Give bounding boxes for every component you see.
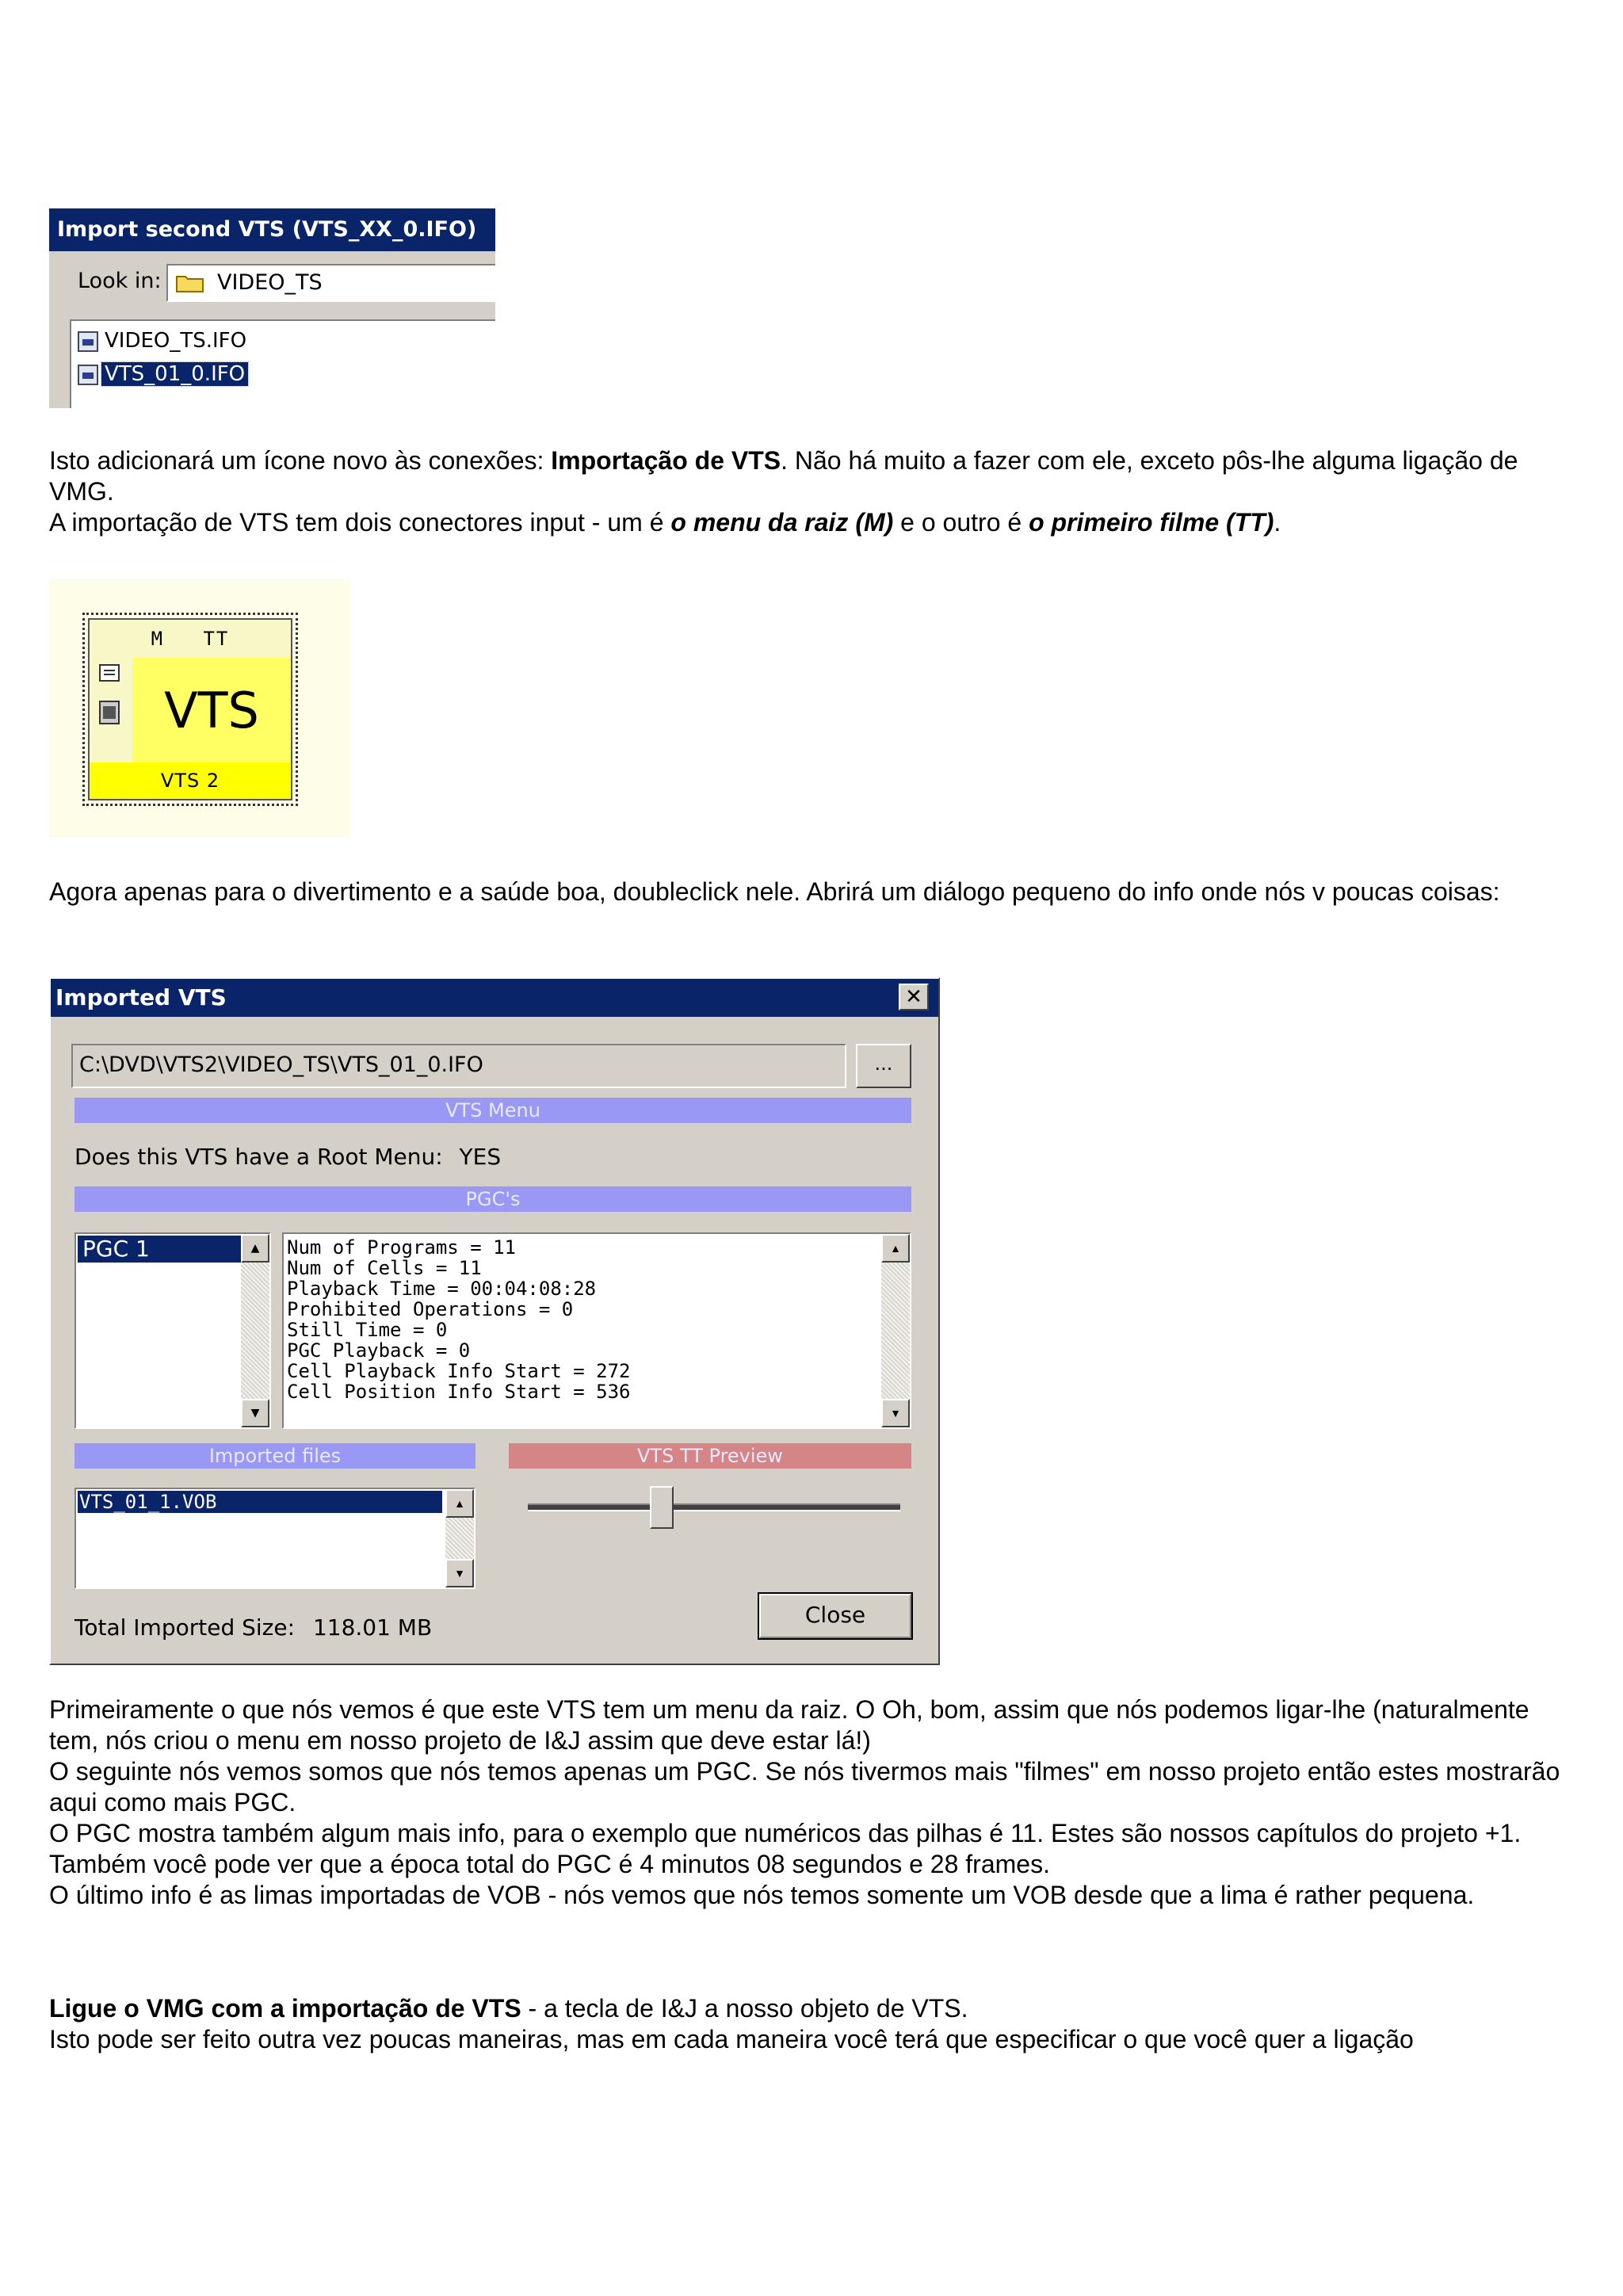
folder-icon xyxy=(176,273,204,292)
para2-text-3: . xyxy=(1274,508,1281,537)
vts-node-body xyxy=(132,658,291,767)
dialog-title-bar xyxy=(51,979,938,1017)
paragraph-explanation xyxy=(49,1694,1579,1911)
pgc-info-box[interactable] xyxy=(282,1232,911,1429)
para5-bold: Ligue o VMG com a importação de VTS xyxy=(49,1994,521,2023)
pgc-info-line: Num of Cells = 11 xyxy=(287,1257,482,1279)
pgc-info-line: Playback Time = 00:04:08:28 xyxy=(287,1278,597,1300)
para5-text: - a tecla de I&J a nosso objeto de VTS. xyxy=(521,1994,968,2023)
tt-preview-band: VTS TT Preview xyxy=(509,1443,911,1469)
pgc-list[interactable] xyxy=(74,1232,271,1429)
para3: Agora apenas para o divertimento e a saúde boa, doubleclick nele. Abrirá um diálogo pequeno do info onde nós v poucas coisas: xyxy=(49,877,1500,906)
para2-root-menu: o menu da raiz (M) xyxy=(670,508,894,537)
vts-connectors: M TT xyxy=(151,628,230,650)
total-size-value: 118.01 MB xyxy=(312,1614,433,1641)
imported-file-item[interactable]: VTS_01_1.VOB xyxy=(78,1491,442,1513)
pgc-info-line: Num of Programs = 11 xyxy=(287,1236,516,1259)
look-in-combo[interactable] xyxy=(166,264,495,302)
close-x-button[interactable]: ✕ xyxy=(899,984,929,1010)
scroll-up-icon[interactable]: ▲ xyxy=(445,1489,474,1518)
browse-button[interactable]: ... xyxy=(856,1044,911,1088)
close-button[interactable] xyxy=(758,1592,913,1640)
file-name: VIDEO_TS.IFO xyxy=(105,329,247,353)
para4-line: Primeiramente o que nós vemos é que este VTS tem um menu da raiz. O Oh, bom, assim que nós podemos ligar-lhe (naturalmente tem, nós criou o menu em nosso projeto de I&J assim que deve estar lá!) xyxy=(49,1695,1529,1755)
pgc-list-scrollbar[interactable] xyxy=(241,1234,269,1427)
scroll-down-icon[interactable]: ▼ xyxy=(445,1559,474,1587)
root-menu-answer: YES xyxy=(459,1144,502,1170)
close-button-label: Close xyxy=(804,1602,866,1628)
pgc-info-line: Cell Position Info Start = 536 xyxy=(287,1381,631,1403)
para2 xyxy=(49,507,1579,538)
paragraph-import-icon xyxy=(49,445,1579,538)
scroll-up-icon[interactable]: ▲ xyxy=(881,1234,910,1263)
imported-vts-dialog xyxy=(49,977,940,1665)
vts-menu-band: VTS Menu xyxy=(74,1098,911,1123)
file-item-vts-01[interactable] xyxy=(78,359,248,389)
imported-files-band: Imported files xyxy=(74,1443,475,1469)
para2-text: A importação de VTS tem dois conectores input - um é xyxy=(49,508,671,537)
ifo-path-field[interactable]: C:\DVD\VTS2\VIDEO_TS\VTS_01_0.IFO xyxy=(71,1044,846,1088)
import-dialog-title: Import second VTS (VTS_XX_0.IFO) xyxy=(49,208,495,251)
para1-bold: Importação de VTS xyxy=(551,446,781,475)
pgc-list-item[interactable]: PGC 1 xyxy=(78,1236,241,1263)
pgc-info-line: Still Time = 0 xyxy=(287,1319,448,1341)
root-menu-row xyxy=(74,1144,501,1170)
vts-node-screenshot xyxy=(49,579,350,837)
pgc-info-scrollbar[interactable] xyxy=(881,1234,910,1427)
file-list[interactable] xyxy=(70,319,495,408)
para2-text-2: e o outro é xyxy=(893,508,1029,537)
film-icon xyxy=(99,701,120,724)
para5 xyxy=(49,1993,1579,2024)
para4-line: O último info é as limas importadas de VOB - nós vemos que nós temos somente um VOB desde que a lima é rather pequena. xyxy=(49,1881,1475,1909)
para4-line: O PGC mostra também algum mais info, para o exemplo que numéricos das pilhas é 11. Estes são nossos capítulos do projeto +1. Também você pode ver que a época total do PGC é 4 minutos 08 segundos e 28 frames. xyxy=(49,1819,1522,1878)
vts-node[interactable] xyxy=(82,613,298,806)
para6: Isto pode ser feito outra vez poucas maneiras, mas em cada maneira você terá que especificar o que você quer a ligação xyxy=(49,2025,1414,2053)
look-in-label: Look in: xyxy=(78,269,162,293)
preview-slider-thumb[interactable] xyxy=(650,1486,674,1529)
pgc-info-line: PGC Playback = 0 xyxy=(287,1339,471,1362)
root-menu-question: Does this VTS have a Root Menu: xyxy=(74,1144,443,1170)
vts-node-label: VTS xyxy=(164,682,259,739)
imported-files-scrollbar[interactable] xyxy=(445,1489,474,1587)
para1 xyxy=(49,445,1579,507)
pgc-info-line: Cell Playback Info Start = 272 xyxy=(287,1360,631,1382)
ifo-file-icon xyxy=(78,331,98,352)
dialog-title: Imported VTS xyxy=(55,984,227,1010)
paragraph-doubleclick xyxy=(49,877,1579,907)
paragraph-link-vmg xyxy=(49,1993,1579,2055)
para1-text: Isto adicionará um ícone novo às conexões: xyxy=(49,446,552,475)
ifo-file-icon xyxy=(78,365,98,385)
para2-first-movie: o primeiro filme (TT) xyxy=(1029,508,1274,537)
pgc-info-line: Prohibited Operations = 0 xyxy=(287,1298,574,1320)
total-size-row xyxy=(74,1614,432,1641)
scroll-down-icon[interactable]: ▼ xyxy=(881,1399,910,1427)
total-size-label: Total Imported Size: xyxy=(74,1614,296,1641)
para4-line: O seguinte nós vemos somos que nós temos apenas um PGC. Se nós tivermos mais "filmes" em nosso projeto então estes mostrarão aqui como mais PGC. xyxy=(49,1757,1560,1817)
look-in-value: VIDEO_TS xyxy=(217,270,323,295)
para1-text-2: . Não há muito a fazer com ele, exceto pôs-lhe alguma ligação de VMG. xyxy=(49,446,1518,506)
file-name: VTS_01_0.IFO xyxy=(101,362,248,386)
scroll-down-icon[interactable]: ▼ xyxy=(241,1399,269,1427)
file-item-video-ts[interactable] xyxy=(78,326,250,356)
pgcs-band: PGC's xyxy=(74,1186,911,1212)
preview-slider-track[interactable] xyxy=(528,1503,900,1511)
import-dialog-screenshot xyxy=(49,208,495,408)
imported-files-list[interactable] xyxy=(74,1488,475,1589)
scroll-up-icon[interactable]: ▲ xyxy=(241,1234,269,1263)
vts-node-name: VTS 2 xyxy=(90,762,291,799)
vts-node-inner xyxy=(88,618,292,800)
menu-icon xyxy=(99,664,120,682)
